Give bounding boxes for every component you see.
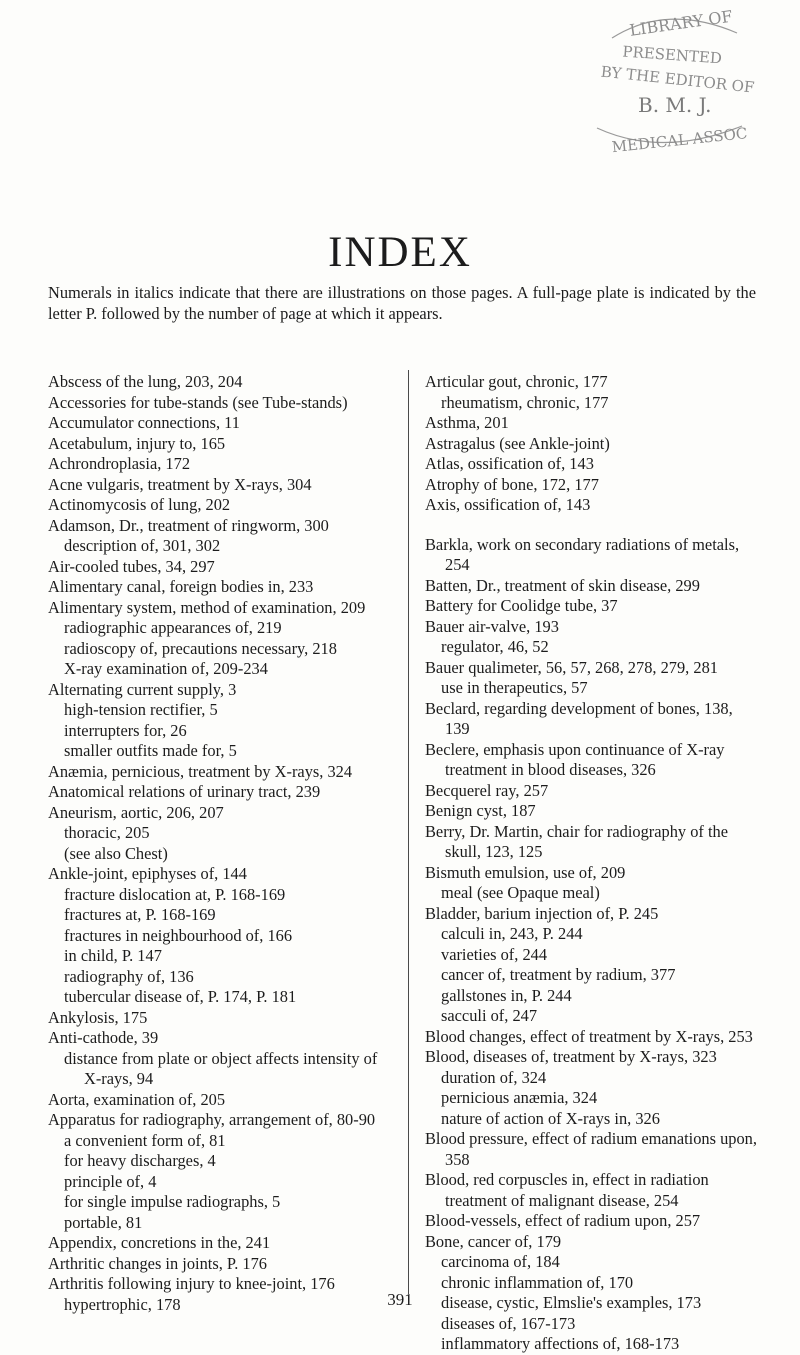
index-entry: Alternating current supply, 3 — [48, 679, 237, 699]
index-entry: Ankle-joint, epiphyses of, 144 — [48, 864, 247, 883]
index-entry: description of, 301, 302 — [64, 536, 221, 555]
index-entry: Blood, red corpuscles in, effect in radiation treatment of malignant disease, 254 — [425, 1170, 709, 1210]
index-entry: Blood changes, effect of treatment by X-rays, 253 — [425, 1026, 753, 1046]
index-entry: radiography of, 136 — [64, 966, 194, 986]
index-entry: Apparatus for radiography, arrangement of, 80-90 — [48, 1110, 376, 1129]
index-entry: Becquerel ray, 257 — [425, 780, 549, 800]
index-entry: Atlas, ossification of, 143 — [425, 454, 594, 473]
svg-text:BY THE EDITOR OF: BY THE EDITOR OF — [599, 62, 756, 97]
index-entry: disease, cystic, Elmslie's examples, 173 — [441, 1293, 702, 1312]
svg-text:MEDICAL ASSOC: MEDICAL ASSOC — [610, 124, 749, 156]
index-entry: Anti-cathode, 39 — [48, 1028, 159, 1047]
index-intro-note: Numerals in italics indicate that there are illustrations on those pages. A full-page plate is indicated by the letter P. followed by the number of page at which it appears. — [48, 283, 756, 323]
index-entry: Battery for Coolidge tube, 37 — [425, 596, 618, 615]
svg-text:B. M. J.: B. M. J. — [638, 93, 712, 117]
index-entry: Acne vulgaris, treatment by X-rays, 304 — [48, 474, 312, 494]
index-entry: Beclere, emphasis upon continuance of X-ray treatment in blood diseases, 326 — [425, 739, 725, 779]
page-number: 391 — [387, 1290, 413, 1309]
index-entry: rheumatism, chronic, 177 — [441, 392, 609, 412]
svg-text:LIBRARY OF: LIBRARY OF — [628, 8, 734, 40]
index-entry: (see also Chest) — [64, 843, 168, 863]
index-entry: nature of action of X-rays in, 326 — [441, 1108, 660, 1128]
index-entry: principle of, 4 — [64, 1171, 157, 1191]
index-entry: Abscess of the lung, 203, 204 — [48, 372, 243, 391]
index-entry: Atrophy of bone, 172, 177 — [425, 474, 599, 494]
index-entry: Actinomycosis of lung, 202 — [48, 495, 231, 514]
index-entry: radiographic appearances of, 219 — [64, 618, 282, 637]
column-divider — [408, 370, 409, 1294]
index-entry: inflammatory affections of, 168-173 — [441, 1334, 680, 1353]
index-entry: Ankylosis, 175 — [48, 1007, 148, 1027]
index-entry: Blood-vessels, effect of radium upon, 257 — [425, 1211, 701, 1230]
index-entry: portable, 81 — [64, 1212, 143, 1232]
index-entry: in child, P. 147 — [64, 946, 162, 965]
index-entry: fracture dislocation at, P. 168-169 — [64, 884, 286, 904]
index-entry: sacculi of, 247 — [441, 1006, 538, 1025]
index-entry: Achrondroplasia, 172 — [48, 454, 191, 473]
index-entry: gallstones in, P. 244 — [441, 985, 572, 1005]
svg-text:PRESENTED: PRESENTED — [621, 42, 723, 68]
index-entry: Aorta, examination of, 205 — [48, 1089, 226, 1109]
index-entry: diseases of, 167-173 — [441, 1313, 576, 1333]
index-column-right — [425, 372, 759, 1355]
index-entry: for single impulse radiographs, 5 — [64, 1192, 281, 1211]
page-title: INDEX — [328, 229, 472, 276]
index-entry: calculi in, 243, P. 244 — [441, 924, 583, 943]
index-entry: pernicious anæmia, 324 — [441, 1088, 598, 1107]
index-entry: carcinoma of, 184 — [441, 1252, 560, 1271]
index-entry: varieties of, 244 — [441, 944, 548, 964]
index-entry: Accessories for tube-stands (see Tube-stands) — [48, 392, 348, 412]
index-entry: Adamson, Dr., treatment of ringworm, 300 — [48, 515, 329, 535]
index-entry: Alimentary canal, foreign bodies in, 233 — [48, 577, 314, 596]
index-entry: thoracic, 205 — [64, 823, 150, 842]
index-entry: Appendix, concretions in the, 241 — [48, 1233, 271, 1252]
index-entry: interrupters for, 26 — [64, 720, 187, 740]
index-entry: Axis, ossification of, 143 — [425, 495, 591, 514]
index-entry: Berry, Dr. Martin, chair for radiography of the skull, 123, 125 — [425, 821, 728, 861]
index-entry: use in therapeutics, 57 — [441, 678, 588, 697]
index-entry: Arthritic changes in joints, P. 176 — [48, 1253, 267, 1273]
index-entry: Bismuth emulsion, use of, 209 — [425, 862, 626, 882]
index-entry: radioscopy of, precautions necessary, 218 — [64, 638, 337, 658]
index-entry: Asthma, 201 — [425, 413, 509, 432]
index-entry: Benign cyst, 187 — [425, 801, 536, 820]
index-entry: Accumulator connections, 11 — [48, 413, 240, 432]
index-entry: Bauer qualimeter, 56, 57, 268, 278, 279, 281 — [425, 657, 718, 677]
index-entry: Bauer air-valve, 193 — [425, 616, 559, 636]
index-entry: fractures at, P. 168-169 — [64, 905, 216, 924]
index-entry: a convenient form of, 81 — [64, 1130, 226, 1150]
stamp-seal-icon — [572, 8, 762, 156]
index-entry: meal (see Opaque meal) — [441, 883, 600, 902]
index-entry: tubercular disease of, P. 174, P. 181 — [64, 987, 297, 1006]
index-entry: Articular gout, chronic, 177 — [425, 372, 608, 391]
index-column-left — [48, 372, 393, 1315]
index-entry: Anatomical relations of urinary tract, 239 — [48, 782, 321, 801]
index-entry: Alimentary system, method of examination, 209 — [48, 597, 366, 617]
index-entry: Barkla, work on secondary radiations of metals, 254 — [425, 534, 740, 574]
index-entry: duration of, 324 — [441, 1067, 547, 1087]
index-entry: Beclard, regarding development of bones, 138, 139 — [425, 698, 733, 738]
index-entry: Astragalus (see Ankle-joint) — [425, 433, 610, 453]
library-stamp — [572, 8, 762, 156]
index-entry: Blood, diseases of, treatment by X-rays, 323 — [425, 1047, 717, 1066]
index-entry: cancer of, treatment by radium, 377 — [441, 965, 676, 984]
index-entry: Blood pressure, effect of radium emanations upon, 358 — [425, 1129, 757, 1169]
index-entry: regulator, 46, 52 — [441, 637, 549, 656]
index-entry: Anæmia, pernicious, treatment by X-rays, 324 — [48, 761, 353, 781]
index-entry: hypertrophic, 178 — [64, 1294, 181, 1314]
index-entry: smaller outfits made for, 5 — [64, 741, 237, 760]
index-entry: Bone, cancer of, 179 — [425, 1231, 562, 1251]
index-entry: chronic inflammation of, 170 — [441, 1272, 634, 1292]
index-entry: distance from plate or object affects intensity of X-rays, 94 — [64, 1048, 378, 1088]
index-entry: high-tension rectifier, 5 — [64, 700, 218, 719]
index-entry: for heavy discharges, 4 — [64, 1151, 216, 1170]
index-entry: Air-cooled tubes, 34, 297 — [48, 556, 215, 576]
index-entry: X-ray examination of, 209-234 — [64, 659, 268, 678]
index-entry: Arthritis following injury to knee-joint, 176 — [48, 1274, 335, 1293]
index-entry: fractures in neighbourhood of, 166 — [64, 925, 293, 945]
index-entry: Acetabulum, injury to, 165 — [48, 433, 226, 453]
index-entry: Aneurism, aortic, 206, 207 — [48, 802, 224, 822]
index-entry: Batten, Dr., treatment of skin disease, 299 — [425, 575, 700, 595]
index-entry: Bladder, barium injection of, P. 245 — [425, 903, 659, 923]
